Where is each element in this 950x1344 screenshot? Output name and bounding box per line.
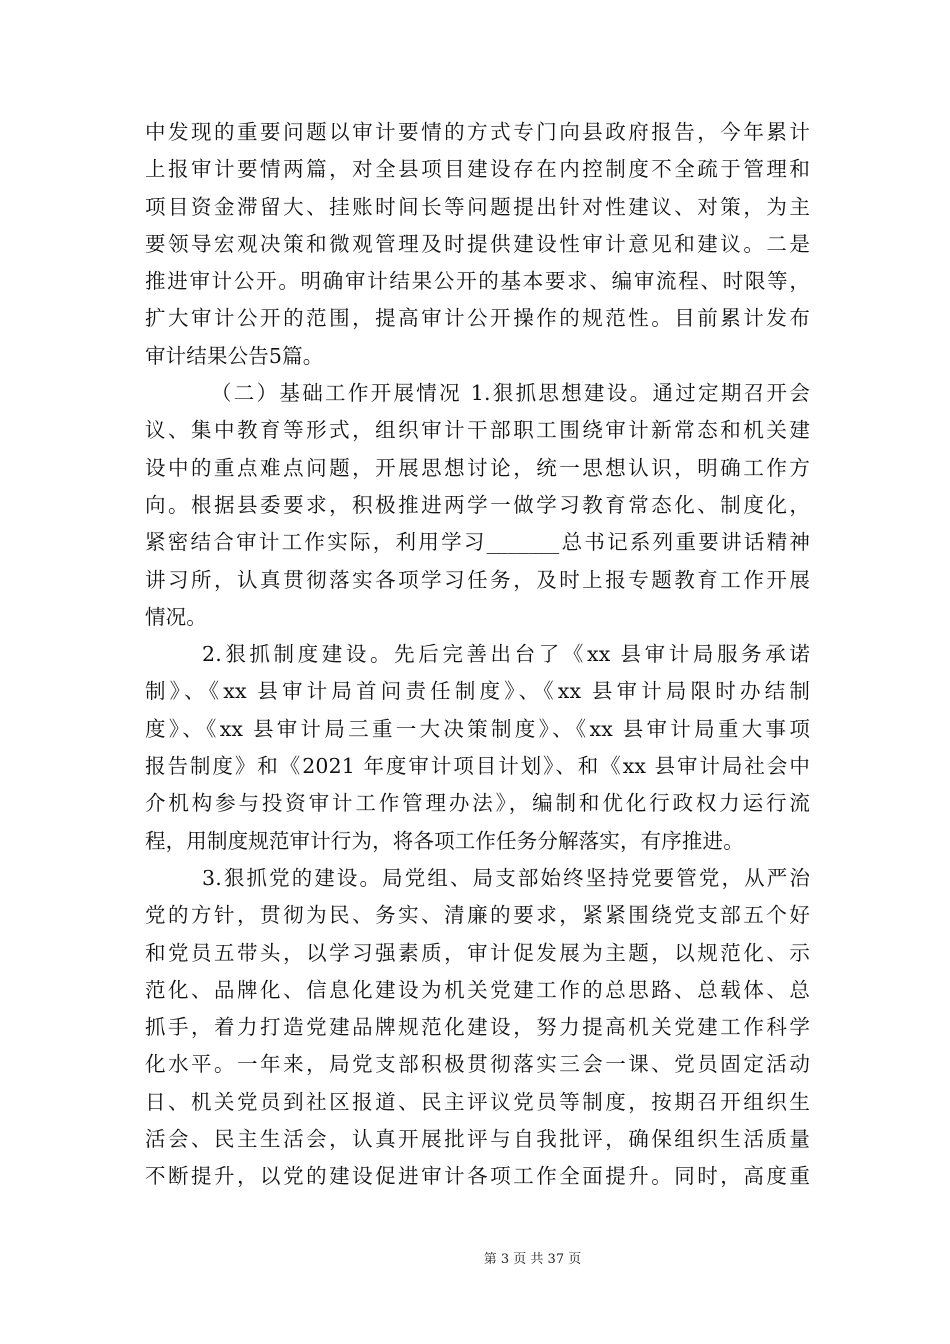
- text-line: 和党员五带头，以学习强素质，审计促发展为主题，以规范化、示: [145, 940, 810, 965]
- text-line: 报告制度》和《2021 年度审计项目计划》、和《xx 县审计局社会中: [145, 754, 810, 779]
- text-line: 介机构参与投资审计工作管理办法》，编制和优化行政权力运行流: [145, 791, 810, 816]
- text-line: 范化、品牌化、信息化建设为机关党建工作的总思路、总载体、总: [145, 977, 810, 1002]
- text-line: 议、集中教育等形式，组织审计干部职工围绕审计新常态和机关建: [145, 418, 810, 443]
- text-line: 化水平。一年来，局党支部积极贯彻落实三会一课、党员固定活动: [145, 1052, 810, 1077]
- document-body: [145, 114, 810, 1196]
- text-line: 日、机关党员到社区报道、民主评议党员等制度，按期召开组织生: [145, 1089, 810, 1114]
- paragraph-party-building: [145, 860, 810, 1196]
- text-line: 制》、《xx 县审计局首问责任制度》、《xx 县审计局限时办结制: [145, 679, 810, 704]
- text-line: 项目资金滞留大、挂账时间长等问题提出针对性建议、对策，为主: [145, 194, 810, 219]
- text-line: 党的方针，贯彻为民、务实、清廉的要求，紧紧围绕党支部五个好: [145, 903, 810, 928]
- text-line: 向。根据县委要求，积极推进两学一做学习教育常态化、制度化，: [145, 492, 810, 517]
- text-line: 上报审计要情两篇，对全县项目建设存在内控制度不全疏于管理和: [145, 157, 810, 182]
- text-line: 要领导宏观决策和微观管理及时提供建设性审计意见和建议。二是: [145, 231, 810, 256]
- paragraph-audit-report: [145, 114, 810, 375]
- text-line: 3.狠抓党的建设。局党组、局支部始终坚持党要管党，从严治: [202, 865, 810, 890]
- text-line: 情况。: [145, 604, 207, 629]
- text-line: 讲习所，认真贯彻落实各项学习任务，及时上报专题教育工作开展: [145, 567, 810, 592]
- text-line: 审计结果公告5篇。: [145, 343, 324, 368]
- text-line: 度》、《xx 县审计局三重一大决策制度》、《xx 县审计局重大事项: [145, 716, 810, 741]
- text-line: 紧密结合审计工作实际，利用学习_______总书记系列重要讲话精神: [145, 530, 810, 555]
- text-line: 不断提升，以党的建设促进审计各项工作全面提升。同时，高度重: [145, 1164, 810, 1189]
- paragraph-system-building: [145, 636, 810, 860]
- paragraph-foundation-work: [145, 375, 810, 636]
- text-line: 设中的重点难点问题，开展思想讨论，统一思想认识，明确工作方: [145, 455, 810, 480]
- text-line: 2.狠抓制度建设。先后完善出台了《xx 县审计局服务承诺: [202, 642, 810, 667]
- text-line: 扩大审计公开的范围，提高审计公开操作的规范性。目前累计发布: [145, 306, 810, 331]
- text-line: 程，用制度规范审计行为，将各项工作任务分解落实，有序推进。: [145, 828, 744, 853]
- text-line: 中发现的重要问题以审计要情的方式专门向县政府报告，今年累计: [145, 120, 810, 144]
- text-line: 活会、民主生活会，认真开展批评与自我批评，确保组织生活质量: [145, 1127, 810, 1152]
- text-line: 推进审计公开。明确审计结果公开的基本要求、编审流程、时限等，: [145, 269, 810, 294]
- page-number-footer: 第 3 页 共 37 页: [483, 1252, 582, 1267]
- text-line: （二）基础工作开展情况 1.狠抓思想建设。通过定期召开会: [211, 381, 810, 406]
- text-line: 抓手，着力打造党建品牌规范化建设，努力提高机关党建工作科学: [145, 1015, 810, 1040]
